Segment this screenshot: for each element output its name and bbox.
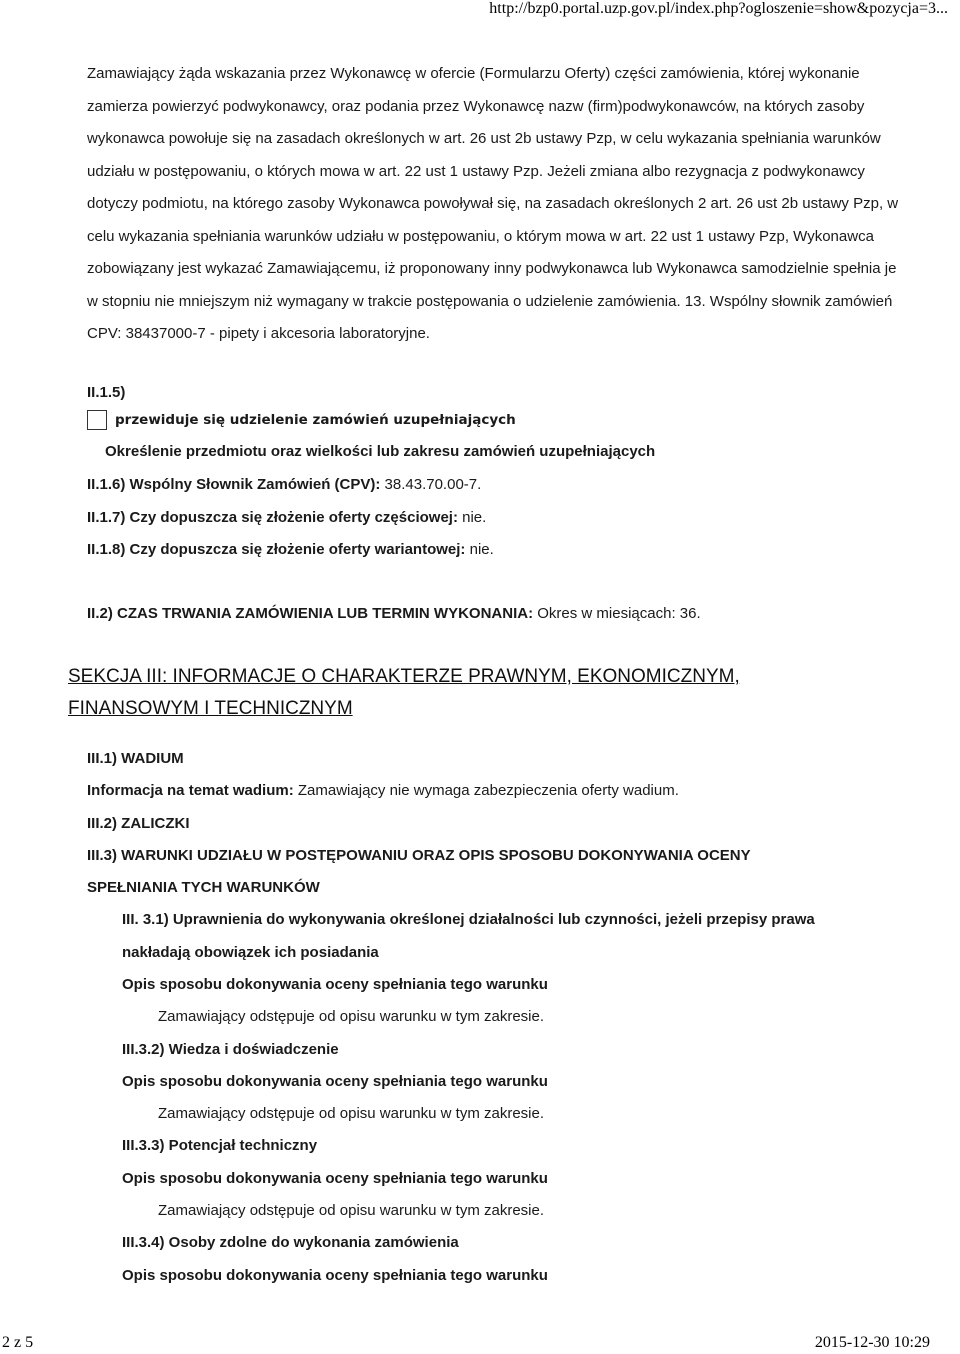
section-3-3-3-opis-value: Zamawiający odstępuje od opisu warunku w tym zakresie. [158,1202,545,1219]
page-number: 2 z 5 [2,1334,34,1351]
section-3-title-line1: SEKCJA III: INFORMACJE O CHARAKTERZE PRAWNYM, EKONOMICZNYM, [68,666,740,687]
supplementary-orders-checkbox[interactable] [87,410,107,430]
section-3-3-1-line1: III. 3.1) Uprawnienia do wykonywania określonej działalności lub czynności, jeżeli przepisy prawa [122,911,815,928]
intro-block [87,58,907,351]
section-2-1-8 [87,536,494,564]
page-url-header: http://bzp0.portal.uzp.gov.pl/index.php?ogloszenie=show&pozycja=3... [489,0,948,17]
section-3-1-heading: III.1) WADIUM [87,750,184,767]
section-2-1-6 [87,471,481,499]
section-3-3-2-opis-label: Opis sposobu dokonywania oceny spełniania tego warunku [122,1073,548,1090]
print-datetime: 2015-12-30 10:29 [814,1334,930,1351]
section-3-3-4-heading: III.3.4) Osoby zdolne do wykonania zamówienia [122,1234,459,1251]
section-3-3-1-line2: nakładają obowiązek ich posiadania [122,944,379,961]
wadium-info [87,777,679,805]
section-3-3-2-heading: III.3.2) Wiedza i doświadczenie [122,1041,339,1058]
intro-paragraph: Zamawiający żąda wskazania przez Wykonawcę w ofercie (Formularzu Oferty) części zamówienia, której wykonanie zamierza powierzyć podwykonawcy, oraz podania przez Wykonawcę nazw (firm)podwykonawców, na których zasoby wykonawca powołuje się na zasadach określonych w art. 26 ust 2b ustawy Pzp, w celu wykazania spełniania warunków udziału w postępowaniu, o których mowa w art. 22 ust 1 ustawy Pzp. Jeżeli zmiana albo rezygnacja z podwykonawcy dotyczy podmiotu, na którego zasoby Wykonawca powoływał się, na zasadach określonych 2 art. 26 ust 2b ustawy Pzp, w celu wykazania spełniania warunków udziału w postępowaniu, o którym mowa w art. 22 ust 1 ustawy Pzp, Wykonawca zobowiązany jest wykazać Zamawiającemu, iż proponowany inny podwykonawca lub Wykonawca samodzielnie spełnia je w stopniu nie mniejszym niż wymagany w trakcie postępowania o udzielenie zamówienia. 13. Wspólny słownik zamówień CPV: 38437000-7 - pipety i akcesoria laboratoryjne. [87,65,899,342]
duration-label: II.2) CZAS TRWANIA ZAMÓWIENIA LUB TERMIN WYKONANIA: [87,605,534,622]
partial-offer-label: II.1.7) Czy dopuszcza się złożenie oferty częściowej: [87,509,458,526]
section-3-3-heading-line1: III.3) WARUNKI UDZIAŁU W POSTĘPOWANIU ORAZ OPIS SPOSOBU DOKONYWANIA OCENY [87,847,751,864]
section-2-2 [87,600,701,628]
section-3-2-heading: III.2) ZALICZKI [87,815,190,832]
variant-offer-label: II.1.8) Czy dopuszcza się złożenie oferty wariantowej: [87,541,466,558]
wadium-info-label: Informacja na temat wadium: [87,782,294,799]
section-3-3-3-heading: III.3.3) Potencjał techniczny [122,1137,318,1154]
section-3-3-2-opis-value: Zamawiający odstępuje od opisu warunku w tym zakresie. [158,1105,545,1122]
section-3-3-3-opis-label: Opis sposobu dokonywania oceny spełniania tego warunku [122,1170,548,1187]
cpv-label: II.1.6) Wspólny Słownik Zamówień (CPV): [87,476,381,493]
supplementary-orders-checkbox-label: przewiduje się udzielenie zamówień uzupełniających [115,412,516,428]
section-3-3-4-opis-label: Opis sposobu dokonywania oceny spełniania tego warunku [122,1267,548,1284]
supplementary-orders-title: Określenie przedmiotu oraz wielkości lub zakresu zamówień uzupełniających [105,443,656,460]
section-2-1-5-label: II.1.5) [87,384,126,401]
section-3-3-heading-line2: SPEŁNIANIA TYCH WARUNKÓW [87,879,320,896]
section-3-title-line2: FINANSOWYM I TECHNICZNYM [68,698,353,719]
section-2-1-7 [87,504,486,532]
section-3-3-1-opis-label: Opis sposobu dokonywania oceny spełniania tego warunku [122,976,548,993]
wadium-info-value: Zamawiający nie wymaga zabezpieczenia oferty wadium. [293,782,679,799]
section-3-3-1-opis-value: Zamawiający odstępuje od opisu warunku w tym zakresie. [158,1008,545,1025]
supplementary-orders-checkbox-row [87,410,516,430]
variant-offer-value: nie. [465,541,494,558]
cpv-value: 38.43.70.00-7. [380,476,482,493]
duration-value: Okres w miesiącach: 36. [533,605,701,622]
partial-offer-value: nie. [457,509,487,526]
